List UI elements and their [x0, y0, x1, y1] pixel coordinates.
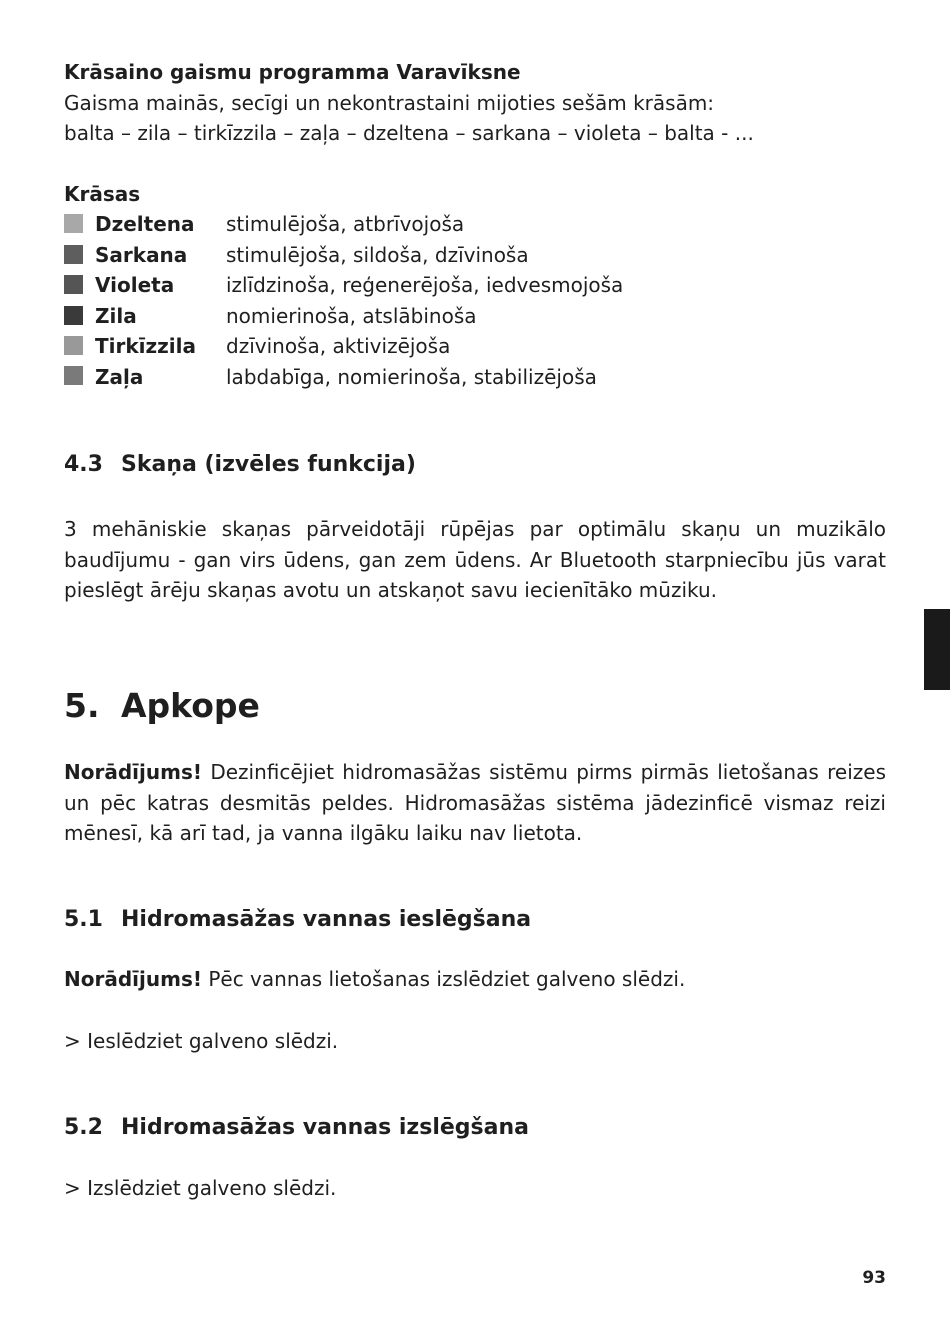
page-number: 93 — [862, 1268, 886, 1288]
color-name: Dzeltena — [95, 212, 195, 236]
color-name: Zaļa — [95, 365, 144, 389]
section-title: Skaņa (izvēles funkcija) — [121, 452, 416, 477]
section-number: 5.2 — [64, 1115, 103, 1140]
section-title: Hidromasāžas vannas izslēgšana — [121, 1115, 529, 1140]
program-line-2: balta – zila – tirkīzzila – zaļa – dzeltena – sarkana – violeta – balta - ... — [64, 121, 754, 145]
red-swatch-icon — [64, 245, 83, 264]
chapter-5-heading — [64, 686, 260, 725]
section-5-2-step: > Izslēdziet galveno slēdzi. — [64, 1176, 337, 1200]
color-description: dzīvinoša, aktivizējoša — [226, 334, 451, 358]
chapter-5-note — [64, 757, 886, 849]
turquoise-swatch-icon — [64, 336, 83, 355]
program-line-1: Gaisma mainās, secīgi un nekontrastaini mijoties sešām krāsām: — [64, 91, 715, 115]
section-5-1-heading — [64, 907, 531, 932]
section-5-1-step: > Ieslēdziet galveno slēdzi. — [64, 1029, 339, 1053]
note-text: Pēc vannas lietošanas izslēdziet galveno slēdzi. — [201, 967, 686, 991]
section-5-1-note — [64, 964, 685, 995]
color-name: Sarkana — [95, 243, 188, 267]
color-description: stimulējoša, sildoša, dzīvinoša — [226, 243, 529, 267]
color-name: Tirkīzzila — [95, 334, 197, 358]
section-number: 4.3 — [64, 452, 103, 477]
program-title: Krāsaino gaismu programma Varavīksne — [64, 60, 521, 84]
violet-swatch-icon — [64, 275, 83, 294]
color-name: Zila — [95, 304, 137, 328]
note-label: Norādījums! — [64, 967, 202, 991]
section-5-2-heading — [64, 1115, 529, 1140]
section-title: Hidromasāžas vannas ieslēgšana — [121, 907, 532, 932]
chapter-tab-marker — [924, 609, 950, 690]
chapter-title: Apkope — [121, 686, 260, 725]
color-name: Violeta — [95, 273, 175, 297]
yellow-swatch-icon — [64, 214, 83, 233]
color-description: nomierinoša, atslābinoša — [226, 304, 477, 328]
section-4-3-paragraph: 3 mehāniskie skaņas pārveidotāji rūpējas par optimālu skaņu un muzikālo baudījumu - gan virs ūdens, gan zem ūdens. Ar Bluetooth starpniecību jūs varat pieslēgt ārēju skaņas avotu un atskaņot savu iecienītāko mūziku. — [64, 517, 886, 602]
green-swatch-icon — [64, 366, 83, 385]
section-4-3-heading — [64, 452, 416, 477]
chapter-number: 5. — [64, 686, 100, 725]
note-label: Norādījums! — [64, 760, 202, 784]
section-number: 5.1 — [64, 907, 103, 932]
colors-heading: Krāsas — [64, 182, 141, 206]
color-description: izlīdzinoša, reģenerējoša, iedvesmojoša — [226, 273, 624, 297]
color-description: labdabīga, nomierinoša, stabilizējoša — [226, 365, 597, 389]
note-text: Dezinficējiet hidromasāžas sistēmu pirms pirmās lietošanas reizes un pēc katras desmitās peldes. Hidromasāžas sistēma jādezinficē vismaz reizi mēnesī, kā arī tad, ja vanna ilgāku laiku nav lietota. — [64, 760, 886, 845]
blue-swatch-icon — [64, 306, 83, 325]
color-description: stimulējoša, atbrīvojoša — [226, 212, 465, 236]
